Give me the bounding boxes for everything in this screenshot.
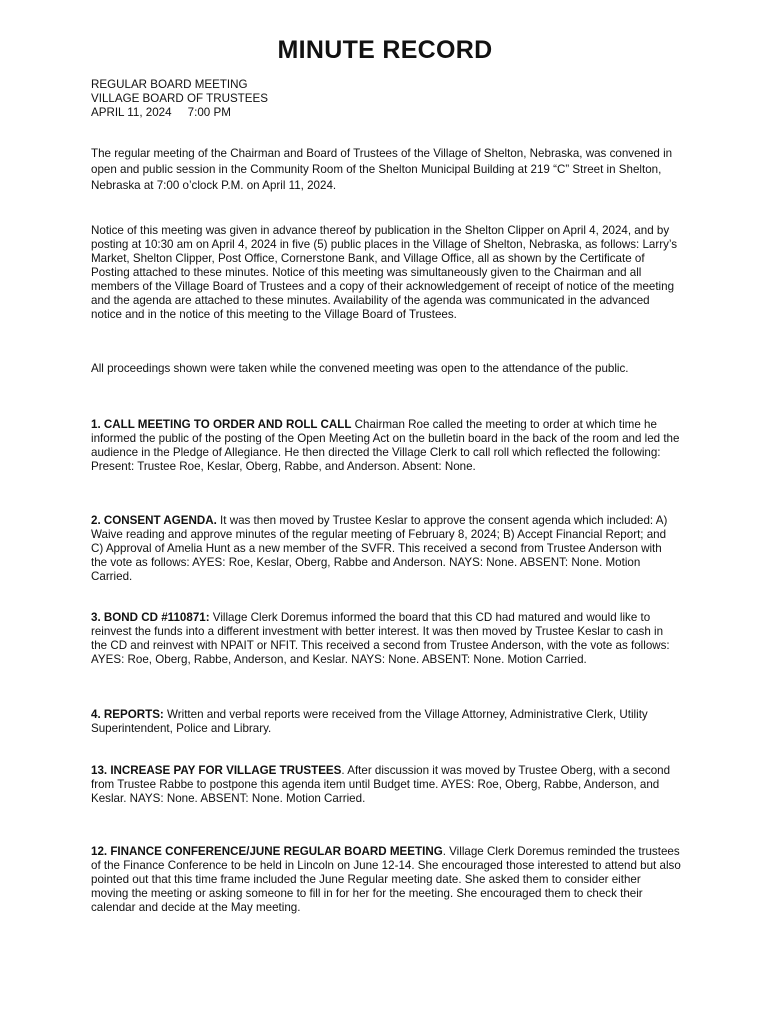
notice-paragraph: Notice of this meeting was given in advance thereof by publication in the Shelton Clipper on April 4, 2024, and by posting at 10:30 am on April 4, 2024 in five (5) public places in the Village of Shelton, Nebraska, as follows: Larry’s Market, Shelton Clipper, Post Office, Cornerstone Bank, and Village Office, all as shown by the Certificate of Posting attached to these minutes. Notice of this meeting was simultaneously given to the Chairman and all members of the Village Board of Trustees and a copy of their acknowledgement of receipt of notice of the meeting and the agenda are attached to these minutes. Availability of the agenda was communicated in the advanced notice and in the notice of this meeting to the Village Board of Trustees. bbox=[91, 224, 678, 321]
item-heading: 4. REPORTS: bbox=[91, 708, 164, 721]
meeting-header bbox=[91, 78, 268, 120]
intro-paragraph: The regular meeting of the Chairman and Board of Trustees of the Village of Shelton, Nebraska, was convened in open and public session in the Community Room of the Shelton Municipal Building at 219 “C” Street in Shelton, Nebraska at 7:00 o’clock P.M. on April 11, 2024. bbox=[91, 147, 673, 192]
board-name: VILLAGE BOARD OF TRUSTEES bbox=[91, 92, 268, 105]
item-body: . After discussion it was moved by Trustee Oberg, with a second from Trustee Rabbe to postpone this agenda item until Budget time. AYES: Roe, Oberg, Rabbe, Anderson, and Keslar. NAYS: None. ABSENT: None. Motion Carried. bbox=[91, 764, 671, 805]
meeting-date-time: APRIL 11, 2024 7:00 PM bbox=[91, 106, 231, 119]
item-consent-agenda bbox=[91, 514, 681, 584]
item-body: . Village Clerk Doremus reminded the trustees of the Finance Conference to be held in Lincoln on June 12-14. She encouraged those interested to attend but also pointed out that this time frame included the June Regular meeting date. She asked them to consider either moving the meeting or asking someone to fill in for her for the meeting. She encouraged them to check their calendar and decide at the May meeting. bbox=[91, 845, 681, 914]
item-trustee-pay bbox=[91, 764, 681, 806]
item-bond-cd bbox=[91, 611, 681, 667]
page-title: MINUTE RECORD bbox=[277, 36, 493, 64]
item-reports bbox=[91, 708, 681, 736]
proceedings-paragraph: All proceedings shown were taken while the convened meeting was open to the attendance of the public. bbox=[91, 362, 629, 375]
item-heading: 13. INCREASE PAY FOR VILLAGE TRUSTEES bbox=[91, 764, 342, 777]
meeting-type: REGULAR BOARD MEETING bbox=[91, 78, 248, 91]
item-body: Written and verbal reports were received from the Village Attorney, Administrative Clerk, Utility Superintendent, Police and Library. bbox=[91, 708, 648, 735]
item-heading: 2. CONSENT AGENDA. bbox=[91, 514, 217, 527]
item-body: Village Clerk Doremus informed the board that this CD had matured and would like to reinvest the funds into a different investment with better interest. It was then moved by Trustee Keslar to cash in the CD and reinvest with NPAIT or NFIT. This received a second from Trustee Anderson, with the vote as follows: AYES: Roe, Oberg, Rabbe, Anderson, and Keslar. NAYS: None. ABSENT: None. Motion Carried. bbox=[91, 611, 670, 666]
item-body: It was then moved by Trustee Keslar to approve the consent agenda which included: A) Waive reading and approve minutes of the regular meeting of February 8, 2024; B) Accept Financial Report; and C) Approval of Amelia Hunt as a new member of the SVFR. This received a second from Trustee Anderson with the vote as follows: AYES: Roe, Keslar, Oberg, Rabbe and Anderson. NAYS: None. ABSENT: None. Motion Carried. bbox=[91, 514, 668, 583]
item-body: Chairman Roe called the meeting to order at which time he informed the public of the posting of the Open Meeting Act on the bulletin board in the back of the room and led the audience in the Pledge of Allegiance. He then directed the Village Clerk to call roll which reflected the following: Present: Trustee Roe, Keslar, Oberg, Rabbe, and Anderson. Absent: None. bbox=[91, 418, 680, 473]
item-call-to-order bbox=[91, 418, 681, 474]
item-heading: 3. BOND CD #110871: bbox=[91, 611, 210, 624]
item-finance-conference bbox=[91, 845, 681, 915]
item-heading: 12. FINANCE CONFERENCE/JUNE REGULAR BOARD MEETING bbox=[91, 845, 443, 858]
item-heading: 1. CALL MEETING TO ORDER AND ROLL CALL bbox=[91, 418, 352, 431]
